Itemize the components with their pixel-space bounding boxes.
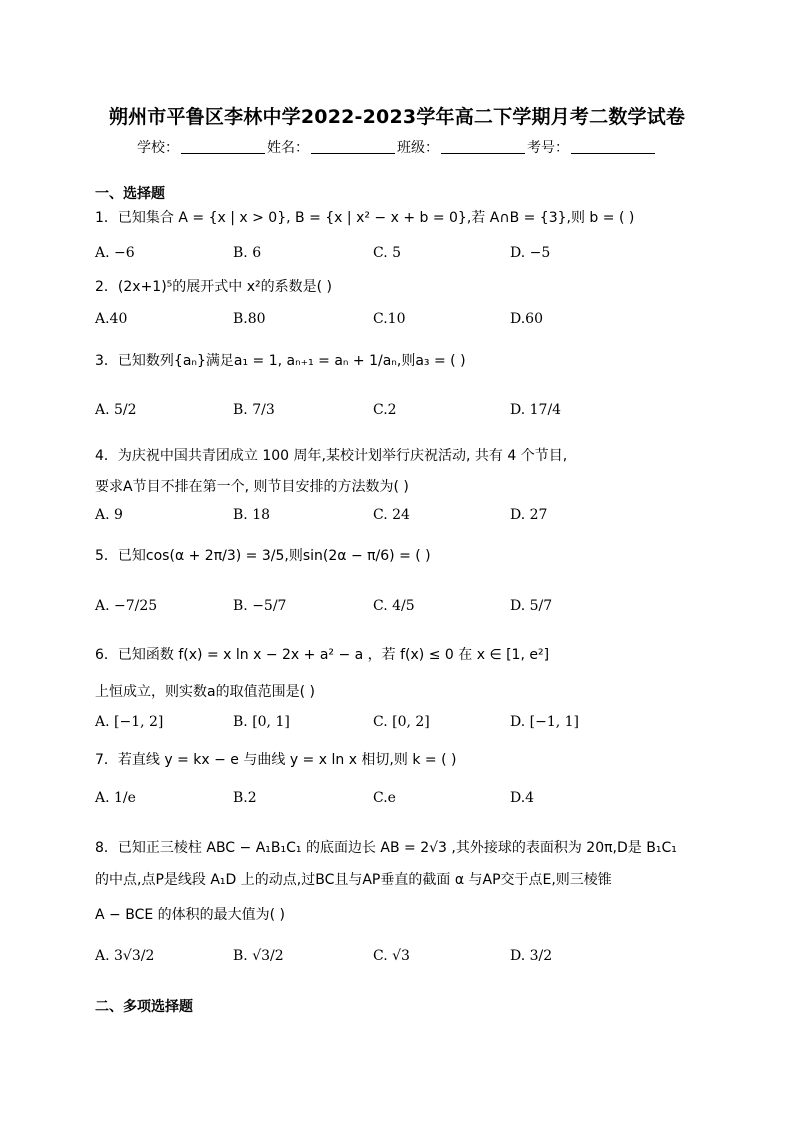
options-7 — [95, 790, 695, 810]
question-8-line-3: A − BCE 的体积的最大值为( ) — [95, 907, 286, 923]
class-label: 班级： — [397, 140, 439, 156]
name-blank — [311, 139, 395, 154]
option-d: D. 3/2 — [510, 948, 553, 964]
question-1 — [95, 207, 634, 227]
options-2 — [95, 311, 695, 331]
question-2 — [95, 276, 332, 296]
question-number: 2． — [95, 279, 118, 295]
option-d: D. 5/7 — [510, 598, 553, 614]
section-heading-choice: 一、选择题 — [95, 186, 165, 202]
option-a: A.40 — [95, 311, 128, 327]
option-b: B.80 — [233, 311, 266, 327]
options-1 — [95, 245, 695, 265]
option-d: D. −5 — [510, 245, 551, 261]
question-number: 7． — [95, 752, 118, 768]
option-d: D.60 — [510, 311, 543, 327]
option-d: D. 17/4 — [510, 402, 562, 418]
class-blank — [441, 139, 525, 154]
question-8 — [95, 837, 677, 857]
exam-no-blank — [571, 139, 655, 154]
question-number: 4． — [95, 448, 118, 464]
option-c: C. 24 — [373, 507, 410, 523]
options-6 — [95, 714, 695, 734]
options-3 — [95, 402, 695, 422]
options-8 — [95, 948, 695, 968]
option-a: A. [−1, 2] — [95, 714, 164, 730]
option-b: B. 7/3 — [233, 402, 275, 418]
option-a: A. 3√3/2 — [95, 948, 155, 964]
question-8-line-2: 的中点,点P是线段 A₁D 上的动点,过BC且与AP垂直的截面 α 与AP交于点E,则三棱锥 — [95, 872, 612, 888]
option-c: C. √3 — [373, 948, 410, 964]
question-text: 若直线 y = kx − e 与曲线 y = x ln x 相切,则 k = ( ) — [117, 752, 457, 768]
question-text: 已知数列{aₙ}满足a₁ = 1, aₙ₊₁ = aₙ + 1/aₙ,则a₃ = ( ) — [117, 353, 466, 369]
option-c: C. 5 — [373, 245, 402, 261]
option-c: C.10 — [373, 311, 406, 327]
option-b: B. 18 — [233, 507, 271, 523]
question-text: (2x+1)⁵的展开式中 x²的系数是( ) — [117, 279, 333, 295]
option-c: C. 4/5 — [373, 598, 415, 614]
option-c: C.e — [373, 790, 396, 806]
option-b: B. [0, 1] — [233, 714, 290, 730]
option-a: A. 9 — [95, 507, 123, 523]
student-info-line — [0, 137, 794, 157]
option-b: B.2 — [233, 790, 257, 806]
question-number: 3． — [95, 353, 118, 369]
question-7 — [95, 749, 456, 769]
option-a: A. 1/e — [95, 790, 136, 806]
option-b: B. √3/2 — [233, 948, 284, 964]
option-d: D.4 — [510, 790, 535, 806]
option-b: B. −5/7 — [233, 598, 287, 614]
question-text: 已知集合 A = {x | x > 0}, B = {x | x² − x + b = 0},若 A∩B = {3},则 b = ( ) — [117, 210, 635, 226]
school-label: 学校： — [137, 140, 179, 156]
page-title: 朔州市平鲁区李林中学2022-2023学年高二下学期月考二数学试卷 — [108, 106, 686, 128]
question-number: 8． — [95, 840, 118, 856]
question-6 — [95, 644, 549, 664]
question-6-line-2: 上恒成立，则实数a的取值范围是( ) — [95, 684, 315, 700]
question-4 — [95, 445, 567, 465]
option-a: A. 5/2 — [95, 402, 137, 418]
option-d: D. 27 — [510, 507, 548, 523]
option-c: C. [0, 2] — [373, 714, 430, 730]
question-text: 已知cos(α + 2π/3) = 3/5,则sin(2α − π/6) = ( ) — [117, 548, 431, 564]
question-number: 5． — [95, 548, 118, 564]
question-3 — [95, 350, 466, 370]
option-d: D. [−1, 1] — [510, 714, 579, 730]
option-a: A. −6 — [95, 245, 135, 261]
school-blank — [181, 139, 265, 154]
question-5 — [95, 545, 431, 565]
option-c: C.2 — [373, 402, 397, 418]
question-text: 为庆祝中国共青团成立 100 周年,某校计划举行庆祝活动, 共有 4 个节目, — [117, 448, 568, 464]
name-label: 姓名： — [267, 140, 309, 156]
option-a: A. −7/25 — [95, 598, 158, 614]
question-number: 1． — [95, 210, 118, 226]
exam-no-label: 考号： — [527, 140, 569, 156]
option-b: B. 6 — [233, 245, 262, 261]
question-number: 6． — [95, 647, 118, 663]
section-heading-multi-choice: 二、多项选择题 — [95, 999, 193, 1015]
question-4-line-2: 要求A节目不排在第一个, 则节目安排的方法数为( ) — [95, 479, 409, 495]
question-text: 已知函数 f(x) = x ln x − 2x + a² − a ，若 f(x) ≤ 0 在 x ∈ [1, e²] — [117, 647, 550, 663]
question-text: 已知正三棱柱 ABC − A₁B₁C₁ 的底面边长 AB = 2√3 ,其外接球的表面积为 20π,D是 B₁C₁ — [117, 840, 677, 856]
options-5 — [95, 598, 695, 618]
options-4 — [95, 507, 695, 527]
